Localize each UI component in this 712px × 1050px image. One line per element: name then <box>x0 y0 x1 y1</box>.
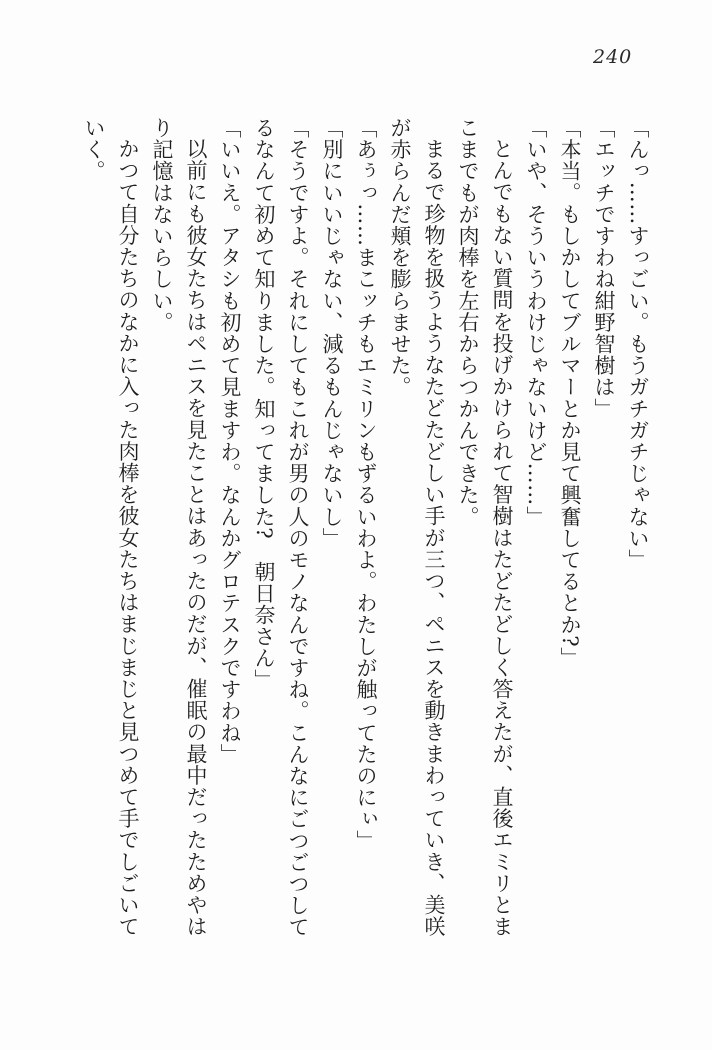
paragraph: 「そうですよ。それにしてもこれが男の人のモノなんですね。こんなにごつごつしてるなんて初めて知りました。知ってました? 朝日奈さん」 <box>252 117 310 938</box>
paragraph: 「エッチですわね紺野智樹は」 <box>592 117 616 420</box>
paragraph: 「いや、そういうわけじゃないけど……」 <box>524 117 548 528</box>
paragraph: 「本当。もしかしてブルマーとか見て興奮してるとか?」 <box>558 117 582 669</box>
page-number: 240 <box>593 46 633 68</box>
text-body <box>75 117 655 938</box>
paragraph: 「あぅっ……まこッチもエミリンもずるいわよ。わたしが触ってたのにぃ」 <box>354 117 378 852</box>
paragraph: 「別にいいじゃない、減るもんじゃないし」 <box>320 117 344 549</box>
paragraph: まるで珍物を扱うようなたどたどしい手が三つ、ペニスを動きまわっていき、美咲が赤らんだ頬を膨らませた。 <box>388 117 446 938</box>
paragraph: 「んっ……すっごい。もうガチガチじゃない」 <box>626 117 650 571</box>
paragraph: とんでもない質問を投げかけられて智樹はたどたどしく答えたが、直後エミリとまこまでもが肉棒を左右からつかんできた。 <box>456 117 514 938</box>
paragraph: かつて自分たちのなかに入った肉棒を彼女たちはまじまじと見つめて手でしごいていく。 <box>82 117 140 938</box>
paragraph: 以前にも彼女たちはペニスを見たことはあったのだが、催眠の最中だったためやはり記憶はないらしい。 <box>150 117 208 938</box>
paragraph: 「いいえ。アタシも初めて見ますわ。なんかグロテスクですわね」 <box>218 117 242 765</box>
